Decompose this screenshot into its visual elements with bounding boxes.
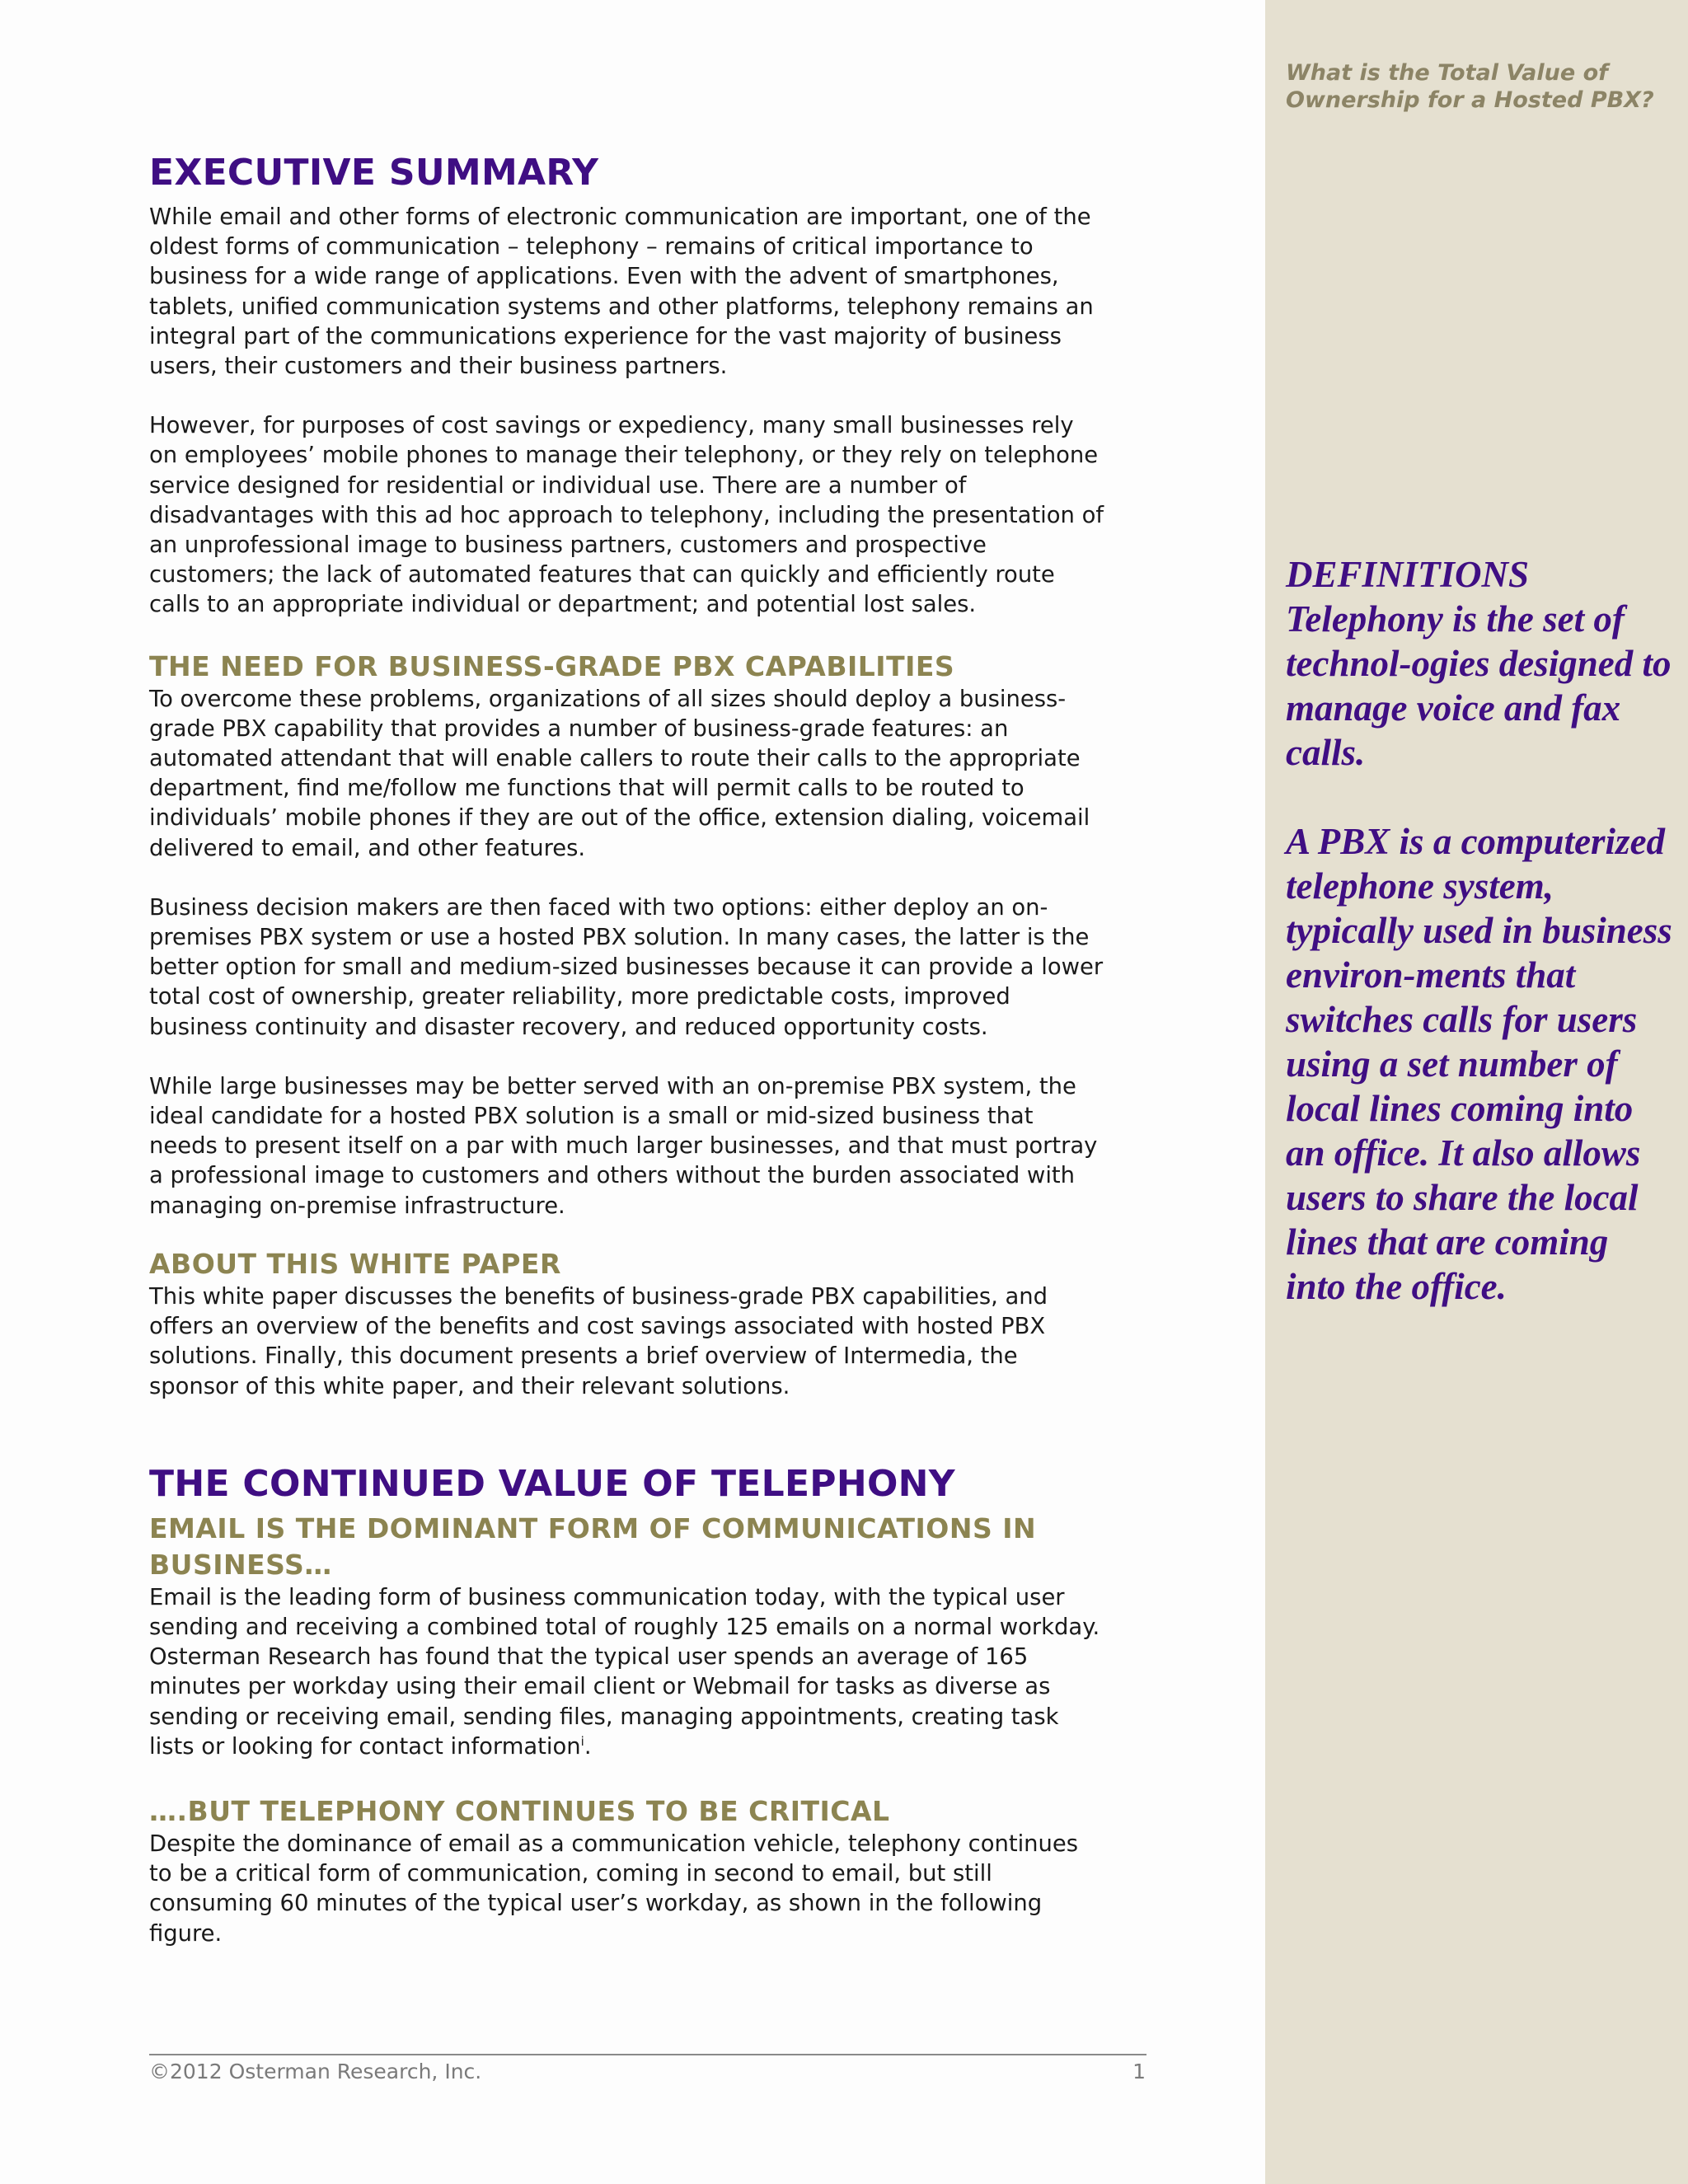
heading-email-dominant: EMAIL IS THE DOMINANT FORM OF COMMUNICATIONS IN BUSINESS… [149,1511,1037,1581]
sidebar [1265,0,1688,2184]
paragraph: However, for purposes of cost savings or expediency, many small businesses rely on employees’ mobile phones to manage their telephony, or they rely on telephone service designed for residential or individual use. There are a number of disadvantages with this ad hoc approach to telephony, including the presentation of an unprofessional image to business partners, customers and prospective customers; the lack of automated features that can quickly and efficiently route calls to an appropriate individual or department; and potential lost sales. [149,413,1104,618]
definitions-box [1286,552,1673,1309]
footnote-mark[interactable]: i [580,1733,584,1749]
running-header-line2: Ownership for a Hosted PBX? [1286,87,1654,113]
page-number: 1 [1132,2060,1146,2083]
definition-pbx: A PBX is a computerized telephone system, typically used in business environ-ments that switches calls for users using a set number of local lines coming into an office. It also allows users to share the local lines that are coming into the office. [1286,821,1672,1307]
paragraph: Despite the dominance of email as a communication vehicle, telephony continues to be a critical form of communication, coming in second to email, but still consuming 60 minutes of the typical user’s workday, as shown in the following figure. [149,1830,1079,1947]
footer-copyright: ©2012 Osterman Research, Inc. [149,2060,482,2083]
paragraph: Email is the leading form of business communication today, with the typical user sending and receiving a combined total of roughly 125 emails on a normal workday. Osterman Research has found that the typical user spends an average of 165 minutes per workday using their email client or Webmail for tasks as diverse as sending or receiving email, sending files, managing appointments, creating task lists or looking for contact information$^i$. [149,1584,1100,1760]
running-header [1286,59,1673,114]
heading-executive-summary: EXECUTIVE SUMMARY [149,152,599,194]
paragraph: While email and other forms of electronic communication are important, one of the oldest forms of communication – telephony – remains of critical importance to business for a wide range of applications. Even with the advent of smartphones, tablets, unified communication systems and other platforms, telephony remains an integral part of the communications experience for the vast majority of business users, their customers and their business partners. [149,204,1094,380]
heading-need-for-pbx: THE NEED FOR BUSINESS-GRADE PBX CAPABILITIES [149,649,955,682]
running-header-line1: What is the Total Value of [1286,60,1608,86]
definition-telephony: Telephony is the set of technol-ogies designed to manage voice and fax calls. [1286,598,1672,773]
heading-about-white-paper: ABOUT THIS WHITE PAPER [149,1247,561,1280]
paragraph: While large businesses may be better served with an on-premise PBX system, the ideal candidate for a hosted PBX solution is a small or mid-sized business that needs to present itself on a par with much larger businesses, and that must portray a professional image to customers and others without the burden associated with managing on-premise infrastructure. [149,1073,1098,1219]
heading-continued-value: THE CONTINUED VALUE OF TELEPHONY [149,1462,955,1505]
heading-telephony-critical: ….BUT TELEPHONY CONTINUES TO BE CRITICAL [149,1794,890,1827]
paragraph: Business decision makers are then faced with two options: either deploy an on-premises PBX system or use a hosted PBX solution. In many cases, the latter is the better option for small and medium-sized businesses because it can provide a lower total cost of ownership, greater reliability, more predictable costs, improved business continuity and disaster recovery, and reduced opportunity costs. [149,894,1104,1040]
paragraph: This white paper discusses the benefits of business-grade PBX capabilities, and offers an overview of the benefits and cost savings associated with hosted PBX solutions. Finally, this document presents a brief overview of Intermedia, the sponsor of this white paper, and their relevant solutions. [149,1283,1048,1399]
main-content [149,148,1105,1949]
footer-divider [149,2054,1146,2055]
definitions-heading: DEFINITIONS [1286,554,1530,595]
paragraph: To overcome these problems, organizations of all sizes should deploy a business-grade PBX capability that provides a number of business-grade features: an automated attendant that will enable callers to route their calls to the appropriate department, find me/follow me functions that will permit calls to be routed to individuals’ mobile phones if they are out of the office, extension dialing, voicemail delivered to email, and other features. [149,686,1090,861]
